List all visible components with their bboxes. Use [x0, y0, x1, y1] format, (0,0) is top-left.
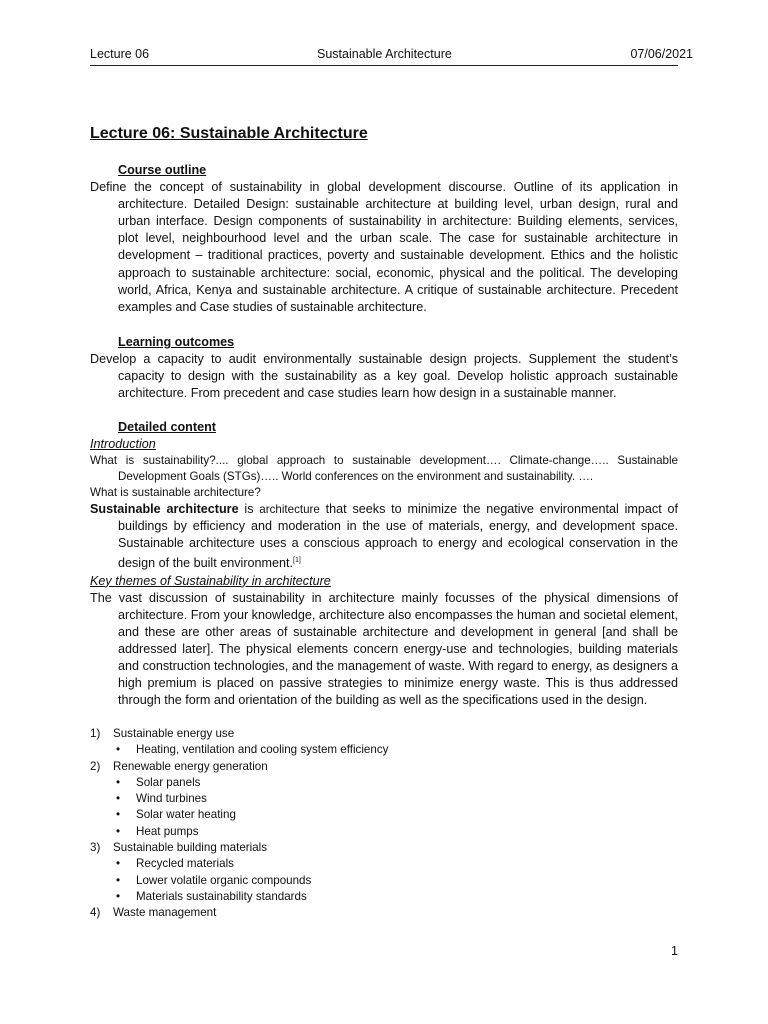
bullet-list — [113, 775, 678, 840]
definition-is: is — [238, 502, 260, 517]
bullet-item — [113, 742, 678, 758]
detailed-content-heading: Detailed content — [118, 420, 216, 434]
bullet-list — [113, 856, 678, 905]
course-outline-text: Define the concept of sustainability in global development discourse. Outline of its application in architecture. Detailed Design: sustainable architecture at building level, urban design, rural and urban interface. Design components of sustainability in architecture: Building elements, services, plot level, neighbourhood level and the urban scale. The case for sustainable architecture in development – traditional practices, poverty and sustainable development. Ethics and the holistic approach to sustainable architecture: social, economic, physical and the political. The developing world, Africa, Kenya and sustainable architecture. A critique of sustainable architecture. Precedent examples and Case studies of sustainable architecture. — [90, 180, 678, 314]
list-label: Sustainable energy use — [113, 727, 235, 740]
page-number: 1 — [671, 944, 678, 958]
bullet-icon: • — [116, 743, 121, 757]
question-text: What is sustainable architecture? — [90, 486, 261, 500]
bullet-text: Materials sustainability standards — [136, 889, 307, 903]
bullet-text: Heating, ventilation and cooling system efficiency — [136, 743, 389, 757]
course-outline-section — [90, 162, 678, 316]
bullet-icon: • — [116, 889, 121, 903]
page-header — [90, 47, 693, 65]
bullet-item — [113, 856, 678, 872]
list-item — [90, 840, 678, 905]
bullet-icon: • — [116, 857, 121, 871]
bullet-item — [113, 873, 678, 889]
introduction-heading: Introduction — [90, 437, 156, 452]
definition-text: that seeks to minimize the negative environmental impact of buildings by efficiency and moderation in the use of materials, energy, and development space. Sustainable architecture uses a conscious approach to energy and ecological conservation in the design of the built environment. — [118, 502, 679, 571]
definition-term: Sustainable architecture — [90, 502, 239, 517]
header-lecture: Lecture 06 — [90, 47, 150, 61]
definition-paragraph — [90, 501, 678, 572]
bullet-item — [113, 807, 678, 823]
list-label: Renewable energy generation — [113, 759, 268, 773]
numbered-list — [90, 726, 678, 922]
themes-list — [90, 726, 678, 922]
bullet-text: Solar water heating — [136, 808, 236, 822]
bullet-item — [113, 889, 678, 905]
header-date: 07/06/2021 — [630, 47, 693, 61]
bullet-text: Heat pumps — [136, 824, 199, 838]
list-item — [90, 726, 678, 759]
page-title: Lecture 06: Sustainable Architecture — [90, 125, 368, 142]
themes-heading: Key themes of Sustainability in architecture — [90, 573, 331, 588]
bullet-item — [113, 775, 678, 791]
list-number: 2) — [90, 759, 101, 773]
learning-outcomes-text: Develop a capacity to audit environmentally sustainable design projects. Supplement the student’s capacity to design with the sustainability as a key goal. Develop holistic approach sustainable architecture. From precedent and case studies learn how design in a sustainable manner. — [90, 352, 678, 401]
bullet-icon: • — [116, 824, 121, 838]
bullet-text: Lower volatile organic compounds — [136, 873, 312, 887]
list-item — [90, 759, 678, 840]
bullet-text: Recycled materials — [136, 857, 234, 871]
course-outline-heading: Course outline — [118, 163, 207, 177]
list-number: 4) — [90, 906, 101, 920]
introduction-text: What is sustainability?.... global approach to sustainable development…. Climate-change….. Sustainable Development Goals (STGs)….. World conferences on the environment and sustainability. …. — [90, 454, 678, 484]
bullet-list — [113, 742, 678, 758]
list-label: Waste management — [113, 906, 217, 920]
bullet-icon: • — [116, 873, 121, 887]
learning-outcomes-section — [90, 334, 678, 402]
bullet-text: Solar panels — [136, 775, 201, 789]
header-divider — [90, 65, 678, 66]
footnote-reference[interactable]: [1] — [293, 557, 301, 565]
detailed-content-section — [90, 419, 678, 709]
bullet-icon: • — [116, 792, 121, 806]
list-number: 1) — [90, 727, 101, 740]
bullet-text: Wind turbines — [136, 792, 207, 806]
bullet-item — [113, 791, 678, 807]
bullet-item — [113, 824, 678, 840]
bullet-icon: • — [116, 808, 121, 822]
definition-small: architecture — [259, 503, 320, 517]
list-item — [90, 905, 678, 921]
themes-text: The vast discussion of sustainability in architecture mainly focusses of the physical dimensions of architecture. From your knowledge, architecture also encompasses the human and societal element, and these are other areas of sustainable architecture and development in general [and shall be addressed later]. The physical elements concern energy-use and technologies, building materials and construction technologies, and the management of waste. With regard to energy, as designers a high premium is placed on passive strategies to minimize energy waste. This is thus addressed through the form and orientation of the building as well as the specifications used in the design. — [90, 590, 679, 708]
bullet-icon: • — [116, 775, 121, 789]
header-topic: Sustainable Architecture — [317, 47, 452, 61]
list-number: 3) — [90, 841, 101, 855]
learning-outcomes-heading: Learning outcomes — [118, 335, 235, 349]
list-label: Sustainable building materials — [113, 841, 268, 855]
